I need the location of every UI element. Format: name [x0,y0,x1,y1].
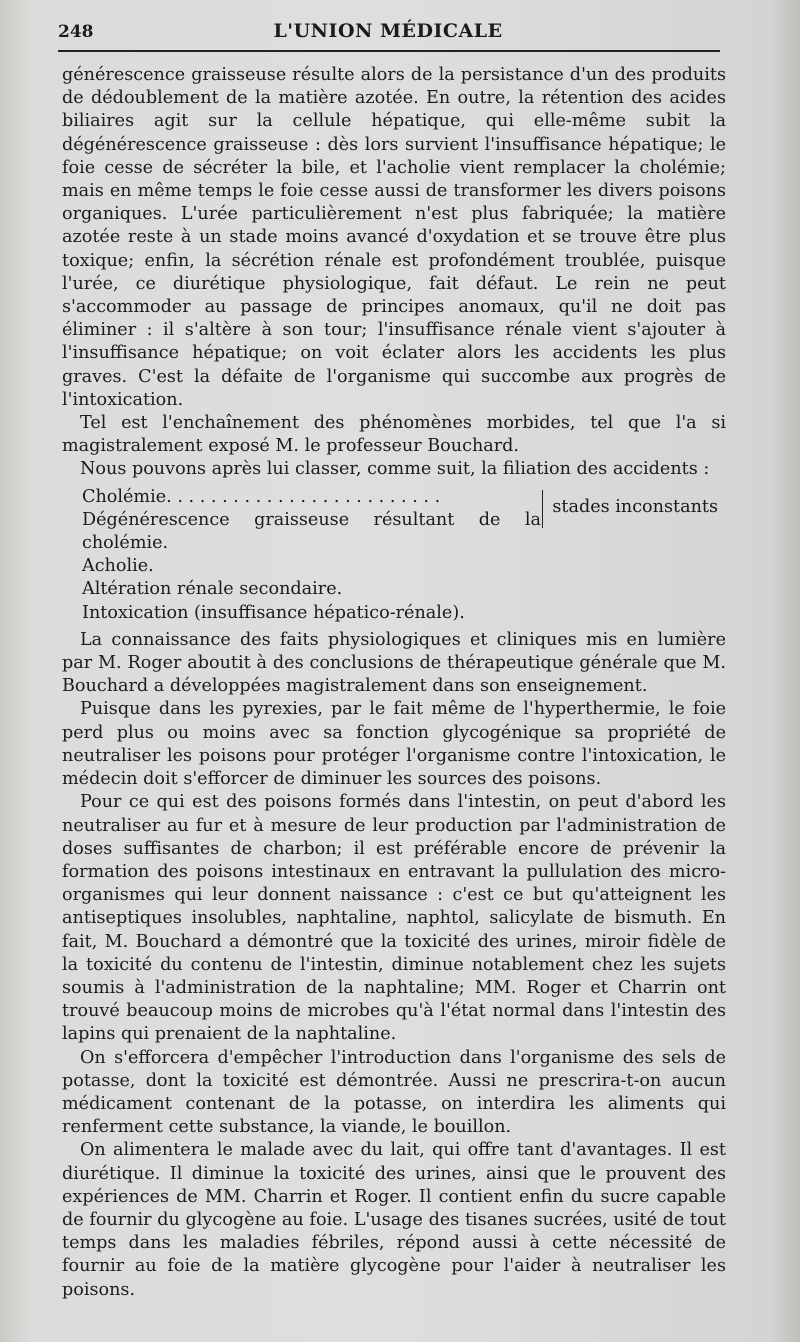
page-number: 248 [58,22,94,42]
list-item-alteration-renale: Altération rénale secondaire. [82,579,343,600]
paragraph-4: La connaissance des faits physiologiques et cliniques mis en lumière par M. Roger aboutit à des conclusions de thérapeutique générale que M. Bouchard a développées magistralement dans son enseignement. [62,629,726,697]
list-item-intoxication: Intoxication (insuffisance hépatico-rénale). [82,602,465,623]
paragraph-7: On s'efforcera d'empêcher l'introduction dans l'organisme des sels de potasse, dont la toxicité est démontrée. Aussi ne prescrira-t-on aucun médicament contenant de la potasse, on interdira les aliments qui renferment cette substance, la viande, le bouillon. [62,1047,726,1138]
paragraph-5: Puisque dans les pyrexies, par le fait même de l'hyperthermie, le foie perd plus ou moins avec sa fonction glycogénique sa propriété de neutraliser les poisons pour protéger l'organisme contre l'intoxication, le médecin doit s'efforcer de diminuer les sources des poisons. [62,699,726,790]
paragraph-6: Pour ce qui est des poisons formés dans l'intestin, on peut d'abord les neutraliser au fur et à mesure de leur production par l'administration de doses suffisantes de charbon; il est préférable encore de prévenir la formation des poisons intestinaux en entravant la pullulation des micro-organismes qui leur donnent naissance : c'est ce but qu'atteignent les antiseptiques insolubles, naphtaline, naphtol, salicylate de bismuth. En fait, M. Bouchard a démontré que la toxicité des urines, miroir fidèle de la toxicité du contenu de l'intestin, diminue notablement chez les sujets soumis à l'administration de la naphtaline; MM. Roger et Charrin ont trouvé beaucoup moins de microbes qu'à l'état normal dans l'intestin des lapins qui prenaient de la naphtaline. [62,792,726,1045]
running-title: L'UNION MÉDICALE [273,20,503,42]
list-item-acholie: Acholie. [82,556,154,577]
page-body [62,64,726,1302]
inconstant-stages-group [82,486,726,556]
header-rule [58,50,720,52]
paragraph-8: On alimentera le malade avec du lait, qui offre tant d'avantages. Il est diurétique. Il diminue la toxicité des urines, ainsi que le prouvent des expériences de MM. Charrin et Roger. Il contient enfin du sucre capable de fournir du glycogène au foie. L'usage des tisanes sucrées, usité de tout temps dans les maladies fébriles, répond aussi à cette nécessité de fournir au foie de la matière glycogène pour l'aider à neutraliser les poisons. [62,1140,726,1300]
list-item-cholemie: Cholémie. . . . . . . . . . . . . . . . . . . . . . . . . [82,486,441,507]
brace-label: stades inconstants [552,496,718,519]
page-header [58,16,718,50]
accident-list [82,486,726,625]
paragraph-3: Nous pouvons après lui classer, comme suit, la filiation des accidents : [80,459,710,480]
list-item-degenerescence: Dégénérescence graisseuse résultant de la cholémie. [82,509,541,554]
paragraph-2: Tel est l'enchaînement des phénomènes morbides, tel que l'a si magistralement exposé M. le professeur Bouchard. [62,413,726,457]
paragraph-1: générescence graisseuse résulte alors de la persistance d'un des produits de dédoublement de la matière azotée. En outre, la rétention des acides biliaires agit sur la cellule hépatique, qui elle-même subit la dégénérescence graisseuse : dès lors survient l'insuffisance hépatique; le foie cesse de sécréter la bile, et l'acholie vient remplacer la cholémie; mais en même temps le foie cesse aussi de transformer les divers poisons organiques. L'urée particulièrement n'est plus fabriquée; la matière azotée reste à un stade moins avancé d'oxydation et se trouve être plus toxique; enfin, la sécrétion rénale est profondément troublée, puisque l'urée, ce diurétique physiologique, fait défaut. Le rein ne peut s'accommoder au passage de principes anomaux, qu'il ne doit pas éliminer : il s'altère à son tour; l'insuffisance rénale vient s'ajouter à l'insuffisance hépatique; on voit éclater alors les accidents les plus graves. C'est la défaite de l'organisme qui succombe aux progrès de l'intoxication. [62,65,726,410]
